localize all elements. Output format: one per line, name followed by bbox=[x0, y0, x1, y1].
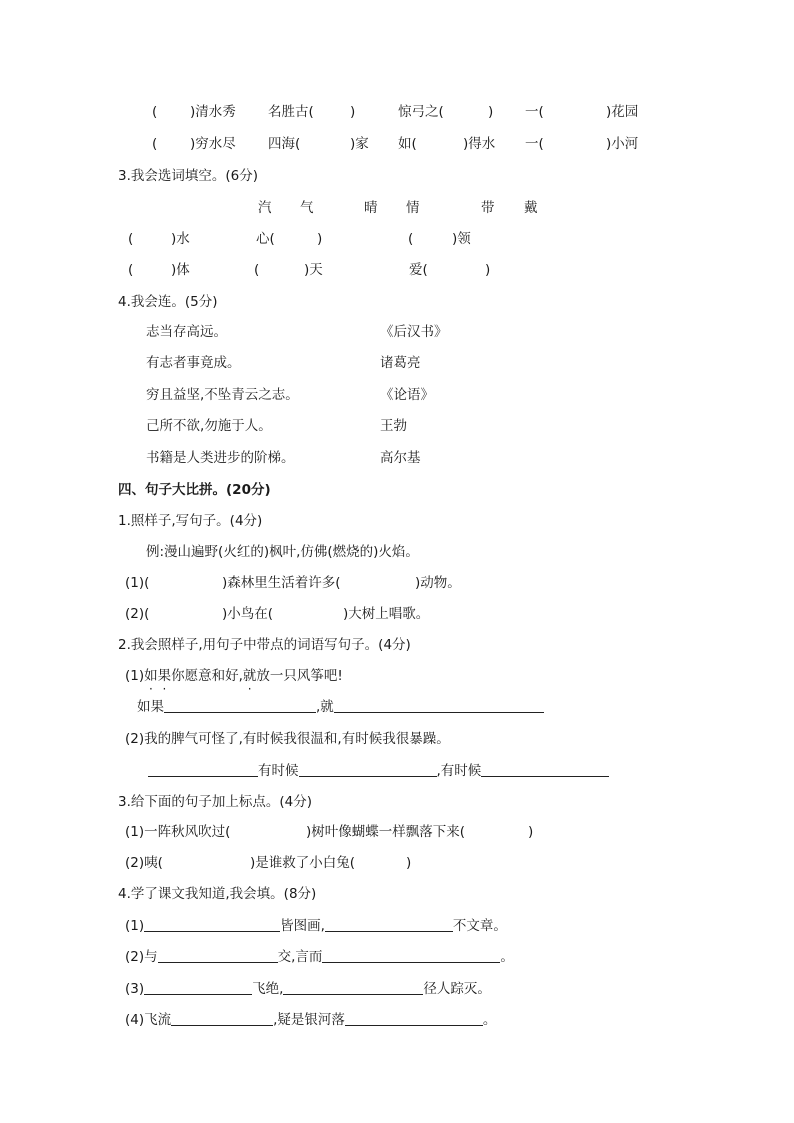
idiom-text: )得水 bbox=[463, 136, 496, 152]
item-number: (3) bbox=[125, 981, 145, 997]
answer-blank[interactable] bbox=[144, 917, 280, 932]
fill-label: ,就 bbox=[316, 699, 334, 715]
poem-text: 径人踪灭。 bbox=[423, 981, 491, 997]
question-title: 4.我会连。(5分) bbox=[118, 294, 218, 310]
poem-line-1 bbox=[125, 917, 507, 935]
source-item: 王勃 bbox=[380, 418, 407, 434]
question-title: 4.学了课文我知道,我会填。(8分) bbox=[118, 886, 317, 902]
answer-blank[interactable] bbox=[164, 698, 316, 713]
answer-blank[interactable] bbox=[283, 980, 423, 995]
fill-label: ,有时候 bbox=[436, 763, 482, 779]
word-choice: 汽 bbox=[258, 200, 272, 216]
section-title: 四、句子大比拼。(20分) bbox=[118, 482, 271, 498]
quote-item: 己所不欲,勿施于人。 bbox=[146, 418, 272, 434]
question-title: 2.我会照样子,用句子中带点的词语写句子。(4分) bbox=[118, 637, 411, 653]
bracket-close: ) bbox=[350, 104, 356, 120]
bracket-open: ( bbox=[408, 231, 414, 247]
fill-text: 爱( bbox=[409, 262, 428, 278]
question-title: 1.照样子,写句子。(4分) bbox=[118, 513, 263, 529]
poem-text: (2)与 bbox=[125, 949, 158, 965]
item-text: )动物。 bbox=[415, 575, 461, 591]
answer-blank[interactable] bbox=[334, 698, 544, 713]
poem-text: 。 bbox=[500, 949, 514, 965]
fill-text: )领 bbox=[452, 231, 471, 247]
poem-text: 飞绝, bbox=[252, 981, 284, 997]
word-choice: 气 bbox=[300, 200, 314, 216]
poem-text: (4)飞流 bbox=[125, 1012, 172, 1028]
item-text: )树叶像蝴蝶一样飘落下来( bbox=[306, 824, 466, 840]
source-item: 高尔基 bbox=[380, 450, 421, 466]
answer-line bbox=[137, 698, 544, 716]
idiom-text: 一( bbox=[525, 136, 544, 152]
fill-text: )体 bbox=[171, 262, 190, 278]
poem-text: 交,言而 bbox=[277, 949, 323, 965]
idiom-text: )花园 bbox=[606, 104, 639, 120]
sentence-text: 你愿意和好, bbox=[171, 668, 243, 684]
dotted-char: 就 bbox=[242, 668, 257, 684]
answer-line bbox=[148, 762, 609, 780]
bracket-open: ( bbox=[128, 262, 134, 278]
answer-blank[interactable] bbox=[325, 917, 453, 932]
item-text: (1)一阵秋风吹过( bbox=[125, 824, 231, 840]
bracket-close: ) bbox=[485, 262, 491, 278]
question-title: 3.给下面的句子加上标点。(4分) bbox=[118, 794, 313, 810]
bracket-open: ( bbox=[152, 104, 158, 120]
item-text: )森林里生活着许多( bbox=[222, 575, 341, 591]
answer-blank[interactable] bbox=[299, 762, 437, 777]
item-text: (2)( bbox=[125, 606, 150, 622]
fill-text: )水 bbox=[171, 231, 190, 247]
poem-line-3 bbox=[125, 980, 491, 998]
word-choice: 戴 bbox=[524, 200, 538, 216]
quote-item: 志当存高远。 bbox=[146, 324, 227, 340]
word-choice: 情 bbox=[406, 200, 420, 216]
poem-line-2 bbox=[125, 948, 514, 966]
idiom-text: 惊弓之( bbox=[398, 104, 444, 120]
item-number: (1) bbox=[125, 918, 145, 934]
poem-text: ,疑是银河落 bbox=[273, 1012, 345, 1028]
fill-text: 心( bbox=[256, 231, 275, 247]
fill-text: )天 bbox=[304, 262, 323, 278]
word-choice: 带 bbox=[481, 200, 495, 216]
bracket-open: ( bbox=[254, 262, 260, 278]
sentence-text: 放一只风筝吧! bbox=[256, 668, 343, 684]
idiom-text: 四海( bbox=[268, 136, 301, 152]
word-choice: 晴 bbox=[364, 200, 378, 216]
idiom-text: )穷水尽 bbox=[190, 136, 236, 152]
poem-text: 。 bbox=[482, 1012, 497, 1028]
answer-blank[interactable] bbox=[481, 762, 609, 777]
bracket-open: ( bbox=[152, 136, 158, 152]
sentence-text: (2)我的脾气可怪了,有时候我很温和,有时候我很暴躁。 bbox=[125, 731, 450, 747]
idiom-text: )小河 bbox=[606, 136, 639, 152]
answer-blank[interactable] bbox=[148, 762, 258, 777]
fill-label: 有时候 bbox=[258, 763, 299, 779]
answer-blank[interactable] bbox=[158, 948, 278, 963]
quote-item: 穷且益坚,不坠青云之志。 bbox=[146, 387, 299, 403]
item-text: )小鸟在( bbox=[222, 606, 274, 622]
question-title: 3.我会选词填空。(6分) bbox=[118, 168, 259, 184]
answer-blank[interactable] bbox=[345, 1011, 483, 1026]
idiom-text: )清水秀 bbox=[190, 104, 236, 120]
answer-blank[interactable] bbox=[322, 948, 500, 963]
poem-line-4 bbox=[125, 1011, 496, 1029]
item-text: (1)( bbox=[125, 575, 150, 591]
source-item: 诸葛亮 bbox=[380, 355, 421, 371]
dotted-char: 如 bbox=[144, 668, 158, 684]
quote-item: 书籍是人类进步的阶梯。 bbox=[146, 450, 295, 466]
idiom-text: 名胜古( bbox=[268, 104, 314, 120]
fill-label: 如果 bbox=[137, 699, 164, 715]
item-number: (1) bbox=[125, 668, 145, 684]
quote-item: 有志者事竟成。 bbox=[146, 355, 241, 371]
bracket-close: ) bbox=[488, 104, 494, 120]
example-sentence: 例:漫山遍野(火红的)枫叶,仿佛(燃烧的)火焰。 bbox=[146, 544, 419, 560]
sentence-with-dots bbox=[125, 667, 343, 685]
answer-blank[interactable] bbox=[171, 1011, 273, 1026]
bracket-open: ( bbox=[128, 231, 134, 247]
dotted-char: 果 bbox=[157, 668, 172, 684]
item-text: (2)咦( bbox=[125, 855, 163, 871]
item-text: )是谁救了小白兔( bbox=[250, 855, 356, 871]
item-text: )大树上唱歌。 bbox=[343, 606, 430, 622]
idiom-text: 一( bbox=[525, 104, 544, 120]
bracket-close: ) bbox=[528, 824, 534, 840]
answer-blank[interactable] bbox=[144, 980, 252, 995]
bracket-close: ) bbox=[406, 855, 412, 871]
poem-text: 皆图画, bbox=[280, 918, 325, 934]
idiom-text: 如( bbox=[398, 136, 417, 152]
source-item: 《论语》 bbox=[380, 387, 434, 403]
poem-text: 不文章。 bbox=[452, 918, 507, 934]
source-item: 《后汉书》 bbox=[380, 324, 448, 340]
bracket-close: ) bbox=[317, 231, 323, 247]
idiom-text: )家 bbox=[350, 136, 369, 152]
